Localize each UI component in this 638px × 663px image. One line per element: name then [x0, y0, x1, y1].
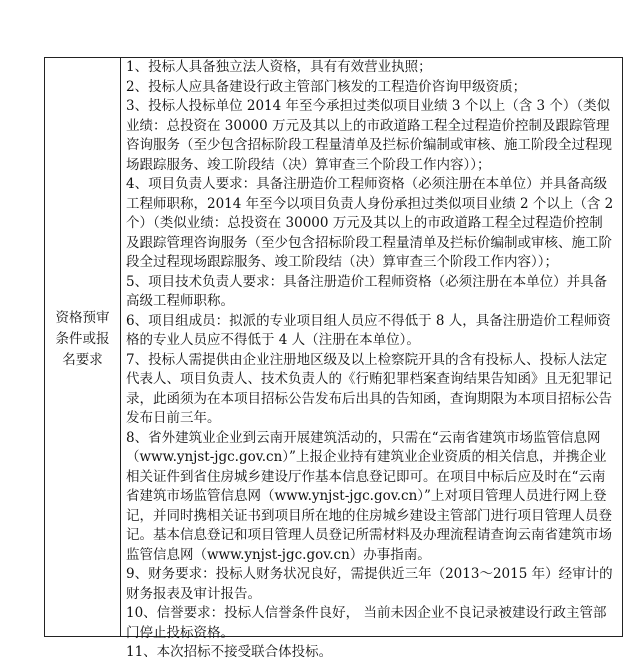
- section-label: [45, 308, 120, 371]
- requirement-item: 1、投标人具备独立法人资格，具有有效营业执照；: [126, 59, 432, 75]
- requirement-item: 9、财务要求：投标人财务状况良好，需提供近三年（2013～2015 年）经审计的财务报表及审计报告。: [126, 566, 613, 602]
- section-label-line: 条件或报: [55, 331, 110, 347]
- requirements-list: [126, 58, 616, 663]
- section-label-line: 资格预审: [55, 310, 110, 326]
- section-label-line: 名要求: [62, 352, 103, 368]
- requirement-item: 3、投标人投标单位 2014 年至今承担过类似项目业绩 3 个以上（含 3 个）（类似业绩：总投资在 30000 万元及其以上的市政道路工程全过程造价控制及跟踪管理咨询服务（至少包含招标阶段工程量清单及拦标价编制或审核、施工阶段全过程现场跟踪服务、竣工阶段结（决）算审查三个阶段工作内容））；: [126, 98, 612, 173]
- requirement-item: 8、省外建筑业企业到云南开展建筑活动的，只需在“云南省建筑市场监管信息网（www.ynjst-jgc.gov.cn）”上报企业持有建筑业企业资质的相关信息，并携企业相关证件到省住房城乡建设厅作基本信息登记即可。在项目中标后应及时在“云南省建筑市场监管信息网（www.ynjst-jgc.gov.cn）”上对项目管理人员进行网上登记，并同时携相关证书到项目所在地的住房城乡建设主管部门进行项目管理人员登记。基本信息登记和项目管理人员登记所需材料及办理流程请查询云南省建筑市场监管信息网（www.ynjst-jgc.gov.cn）办事指南。: [126, 429, 612, 563]
- requirement-item: 10、信誉要求：投标人信誉条件良好， 当前未因企业不良记录被建设行政主管部门停止投标资格。: [126, 605, 607, 641]
- requirements-table: [44, 57, 623, 660]
- requirement-item: 11、本次招标不接受联合体投标。: [126, 644, 333, 660]
- requirement-item: 6、项目组成员：拟派的专业项目组人员应不得低于 8 人，具备注册造价工程师资格的专业人员应不得低于 4 人（注册在本单位）。: [126, 312, 611, 348]
- requirement-item: 4、项目负责人要求：具备注册造价工程师资格（必须注册在本单位）并具备高级工程师职称，2014 年至今以项目负责人身份承担过类似项目业绩 2 个以上（含 2 个）（类似业绩：总投资在 30000 万元及其以上的市政道路工程全过程造价控制及跟踪管理咨询服务（至少包含招标阶段工程量清单及拦标价编制或审核、施工阶段全过程现场跟踪服务、竣工阶段结（决）算审查三个阶段工作内容））；: [126, 176, 614, 270]
- column-divider: [120, 58, 121, 636]
- requirement-item: 7、投标人需提供由企业注册地区级及以上检察院开具的含有投标人、投标人法定代表人、项目负责人、技术负责人的《行贿犯罪档案查询结果告知函》且无犯罪记录，此函须为在本项目招标公告发布后出具的告知函，查询期限为本项目招标公告发布日前三年。: [126, 351, 612, 426]
- requirement-item: 5、项目技术负责人要求：具备注册造价工程师资格（必须注册在本单位）并具备高级工程师职称。: [126, 273, 608, 309]
- requirement-item: 2、投标人应具备建设行政主管部门核发的工程造价咨询甲级资质；: [126, 78, 527, 95]
